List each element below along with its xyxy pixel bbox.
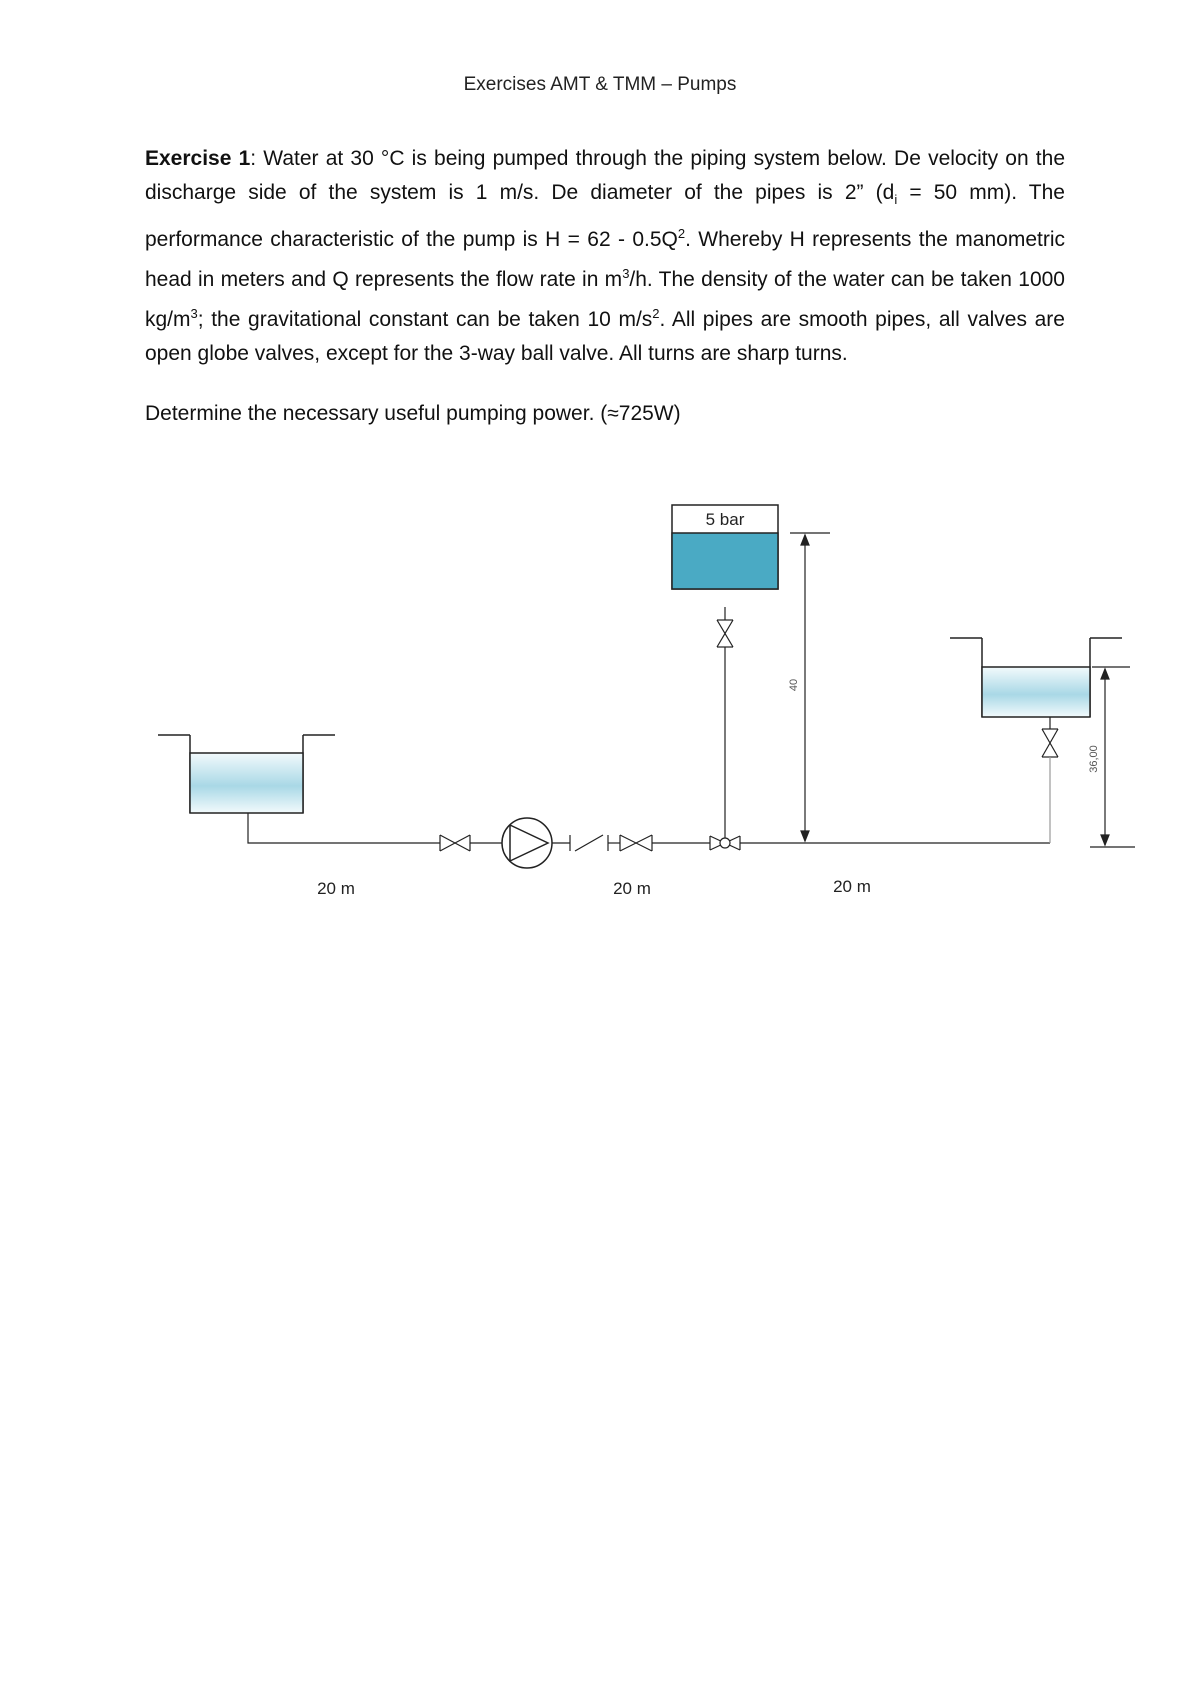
- suction-valve: [440, 835, 470, 851]
- check-valve: [570, 835, 608, 851]
- pressurized-tank-water: [672, 533, 778, 589]
- three-way-ball-valve: [710, 831, 740, 850]
- exercise-part-5: ; the gravitational constant can be taken 10 m/s: [197, 308, 653, 332]
- exercise-part-2: = 50 mm). The performance characteristic of the pump is H = 62 - 0.5Q: [145, 181, 1065, 252]
- piping-diagram: [140, 495, 1140, 915]
- exercise-part-3: . Whereby H represents the manometric head in meters and Q represents the flow rate in m: [145, 228, 1066, 292]
- length-label-1: 20 m: [317, 879, 355, 898]
- right-tank-water: [982, 667, 1090, 717]
- question-text: Determine the necessary useful pumping power. (≈725W): [145, 402, 681, 425]
- pressurized-tank: [672, 505, 778, 589]
- right-riser-pipe: [1042, 717, 1058, 843]
- length-label-2: 20 m: [613, 879, 651, 898]
- riser-pipe: [717, 607, 733, 831]
- left-tank-water: [190, 753, 303, 813]
- right-tank: [950, 638, 1122, 717]
- exercise-part-1: Water at 30 °C is being pumped through the piping system below. De velocity on the discharge side of the system is 1 m/s. De diameter of the pipes is 2” (d: [145, 147, 1065, 204]
- height-label-right: 36,00: [1088, 745, 1100, 773]
- tank-pressure-label: 5 bar: [705, 510, 745, 529]
- exercise-part-4: /h. The density of the water can be taken 1000 kg/m: [145, 268, 1065, 332]
- exercise-text: [145, 142, 1065, 371]
- superscript-3b: 3: [190, 306, 198, 322]
- left-tank: [158, 735, 335, 813]
- length-label-3: 20 m: [833, 877, 871, 896]
- height-dimension-center: [788, 533, 830, 841]
- exercise-label: Exercise 1: [145, 147, 251, 170]
- main-pipe: [248, 813, 1050, 843]
- exercise-part-6: . All pipes are smooth pipes, all valves are open globe valves, except for the 3-way ball valve. All turns are sharp turns.: [145, 308, 1065, 366]
- height-dimension-right: [1088, 667, 1135, 847]
- height-label-center: 40: [788, 678, 800, 692]
- superscript-2b: 2: [652, 306, 660, 322]
- subscript-i: i: [894, 192, 898, 208]
- page-header: Exercises AMT & TMM – Pumps: [463, 74, 737, 95]
- exercise-label-colon: :: [250, 147, 257, 170]
- discharge-valve: [620, 835, 652, 851]
- superscript-2a: 2: [677, 226, 686, 242]
- pump: [502, 818, 552, 868]
- superscript-3a: 3: [622, 266, 630, 282]
